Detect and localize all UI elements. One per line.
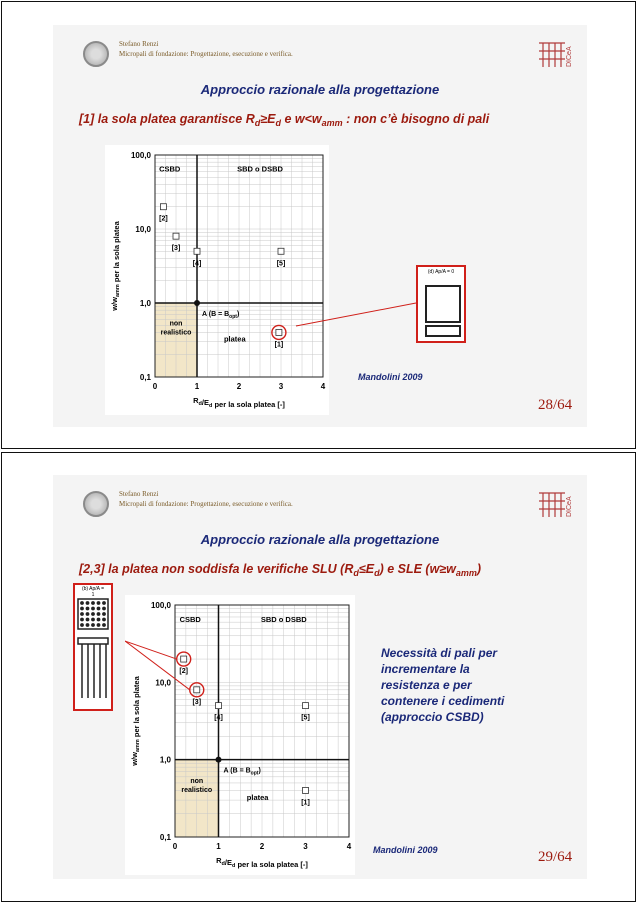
data-point-label: [1] xyxy=(301,799,310,807)
slide-frame-28 xyxy=(1,1,636,449)
x-axis-label-part: R xyxy=(193,396,199,405)
data-point-label: [1] xyxy=(274,341,284,349)
x-tick-label: 4 xyxy=(346,842,352,851)
y-axis-label-part: w/w xyxy=(110,297,119,311)
slide-subtitle: [2,3] la platea non soddisfa le verifiche SLU $(R_d\le E_d)$ e SLE $(w\ge w_{amm})$ xyxy=(79,562,482,578)
slide-title: Approccio razionale alla progettazione xyxy=(200,82,440,97)
point-a-marker xyxy=(216,757,222,763)
region-label: CSBD xyxy=(179,615,201,625)
point-a-label-part: opt xyxy=(250,770,259,777)
data-point xyxy=(181,656,187,662)
y-axis-label-part: per la sola platea xyxy=(132,676,141,740)
region-label: SBD o DSBD xyxy=(260,615,307,625)
x-axis-label-part: d xyxy=(208,403,213,409)
pile-dot xyxy=(91,607,95,611)
pile-dot xyxy=(91,618,95,622)
region-label-non-realistic: non xyxy=(190,777,204,785)
y-axis-label-part: amm xyxy=(135,739,141,753)
data-point-label: [5] xyxy=(276,260,286,268)
point-a-label-part: ) xyxy=(258,767,261,775)
pile-dot xyxy=(97,607,101,611)
x-tick-label: 0 xyxy=(172,842,178,851)
slide-28 xyxy=(53,25,587,427)
citation: Mandolini 2009 xyxy=(373,845,438,855)
pile-dot xyxy=(102,623,106,627)
y-axis-label-part: per la sola platea xyxy=(112,221,121,285)
y-tick-label: 0,1 xyxy=(139,373,151,382)
course-title: Micropali di fondazione: Progettazione, esecuzione e verifica. xyxy=(119,50,293,58)
university-seal-icon xyxy=(83,491,109,517)
page-number: 28/64 xyxy=(538,397,573,413)
pile-dot xyxy=(86,612,90,616)
region-label: SBD o DSBD xyxy=(237,164,283,174)
point-a-label-part: ) xyxy=(236,311,240,318)
data-point-label: [5] xyxy=(301,714,310,722)
note-text: Necessità di pali per incrementare la resistenza e per contenere i cedimenti (approccio CSBD) xyxy=(381,646,505,724)
pile-dot xyxy=(97,618,101,622)
pile-dot xyxy=(80,607,84,611)
y-axis-label-part: amm xyxy=(115,284,121,298)
x-tick-label: 2 xyxy=(259,842,265,851)
inset-label: (b) Ap/A = 1 xyxy=(81,586,105,598)
region-label-non-realistic: non xyxy=(169,320,183,328)
y-tick-label: 10,0 xyxy=(135,225,151,234)
slide-29 xyxy=(53,475,587,879)
point-a-label-part: A (B = B xyxy=(223,767,251,775)
data-point-label: [2] xyxy=(159,215,168,223)
callout-line xyxy=(53,25,587,427)
point-a-label-part: A (B = B xyxy=(202,311,230,318)
x-tick-label: 2 xyxy=(236,382,242,391)
pile-dot xyxy=(91,601,95,605)
y-axis-label-part: w/w xyxy=(130,752,139,766)
x-axis-label-part: per la sola platea [-] xyxy=(235,860,308,869)
pile-dot xyxy=(80,618,84,622)
pile-dot xyxy=(91,623,95,627)
pile-dot xyxy=(97,612,101,616)
point-a-label-part: opt xyxy=(229,314,237,320)
region-label-platea: platea xyxy=(246,793,269,803)
x-tick-label: 4 xyxy=(320,382,326,391)
y-tick-label: 0,1 xyxy=(159,833,171,842)
x-axis-label-part: /E xyxy=(224,858,232,867)
x-tick-label: 1 xyxy=(216,842,221,851)
svg-text:DICeA: DICeA xyxy=(566,46,573,67)
pile-dot xyxy=(80,612,84,616)
slide-header xyxy=(119,489,293,509)
x-axis-label-part: per la sola platea [-] xyxy=(212,400,285,409)
region-label: CSBD xyxy=(159,164,181,174)
author-name: Stefano Renzi xyxy=(119,40,159,48)
slide-subtitle: [1] la sola platea garantisce $R_d\ge E_d$ e $w<w_{amm}$ : non c’è bisogno di pali xyxy=(79,112,490,128)
inset-label: (d) Ap/A = 0 xyxy=(427,269,455,275)
page-number: 29/64 xyxy=(538,849,573,865)
citation: Mandolini 2009 xyxy=(358,372,423,382)
pile-inset xyxy=(73,583,113,711)
pile-dot xyxy=(102,601,106,605)
x-axis-label-part: R xyxy=(216,856,222,865)
course-title: Micropali di fondazione: Progettazione, esecuzione e verifica. xyxy=(119,500,293,508)
region-label-non-realistic: realistico xyxy=(181,786,213,794)
x-axis-label-part: d xyxy=(198,401,202,407)
x-tick-label: 1 xyxy=(194,382,200,391)
x-tick-label: 3 xyxy=(303,842,308,851)
pile-dot xyxy=(80,601,84,605)
x-axis-label-part: d xyxy=(231,863,236,869)
data-point xyxy=(303,787,309,793)
pile-dot xyxy=(97,623,101,627)
pile-dot xyxy=(102,607,106,611)
y-tick-label: 10,0 xyxy=(155,678,171,688)
slide-frame-29 xyxy=(1,452,636,902)
data-point-label: [2] xyxy=(179,668,188,676)
pile-dot xyxy=(86,601,90,605)
y-tick-label: 1,0 xyxy=(139,299,151,308)
y-tick-label: 100,0 xyxy=(130,151,151,160)
data-point-label: [4] xyxy=(192,260,202,268)
pile-dot xyxy=(102,618,106,622)
region-label-platea: platea xyxy=(223,334,246,344)
svg-text:DICeA: DICeA xyxy=(566,496,573,517)
pile-dot xyxy=(91,612,95,616)
data-point xyxy=(303,703,309,709)
x-tick-label: 0 xyxy=(152,382,158,391)
dicea-logo-icon xyxy=(537,487,577,521)
data-point-label: [4] xyxy=(214,714,223,722)
pile-group-icon xyxy=(75,598,111,710)
data-point xyxy=(194,687,200,693)
author-name: Stefano Renzi xyxy=(119,490,159,498)
x-tick-label: 3 xyxy=(278,382,284,391)
pile-dot xyxy=(80,623,84,627)
x-axis-label-part: /E xyxy=(201,398,209,407)
slide-title: Approccio razionale alla progettazione xyxy=(200,532,440,547)
data-point xyxy=(216,703,222,709)
design-chart xyxy=(125,595,355,875)
pile-dot xyxy=(86,623,90,627)
y-tick-label: 100,0 xyxy=(150,601,171,610)
region-label-non-realistic: realistico xyxy=(160,329,192,337)
pile-dot xyxy=(97,601,101,605)
y-tick-label: 1,0 xyxy=(159,755,171,765)
pile-dot xyxy=(86,607,90,611)
pile-dot xyxy=(86,618,90,622)
data-point-label: [3] xyxy=(192,698,202,706)
x-axis-label-part: d xyxy=(221,861,225,867)
pile-dot xyxy=(102,612,106,616)
data-point-label: [3] xyxy=(171,245,181,253)
